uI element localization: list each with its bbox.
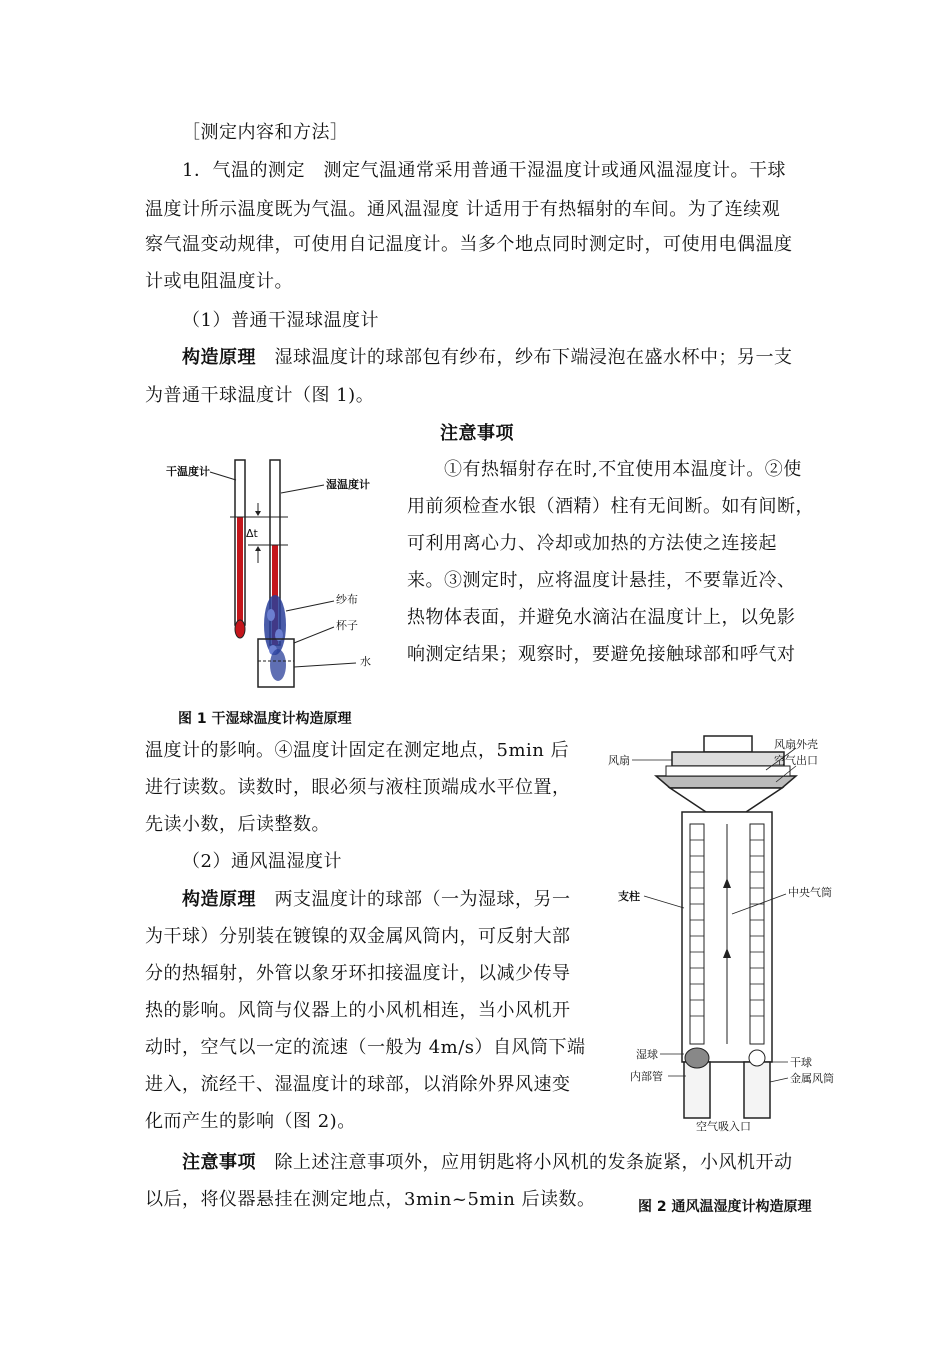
air-outlet-label: 空气出口 [774, 754, 818, 767]
wet-bulb-tube [684, 1062, 710, 1118]
sub1-principle-text: 湿球温度计的球部包有纱布，纱布下端浸泡在盛水杯中；另一支 [256, 347, 793, 368]
inner-tube-label: 内部管 [630, 1070, 663, 1083]
sub2-principle-line3: 分的热辐射，外管以象牙环扣接温度计，以减少传导 [145, 963, 571, 984]
figure1-caption: 图 1 干湿球温度计构造原理 [178, 711, 352, 727]
para1-line4: 计或电阻温度计。 [145, 271, 293, 292]
delta-label: Δt [246, 527, 258, 540]
gauze-label-leader [286, 601, 334, 611]
section-heading: ［测定内容和方法］ [182, 122, 349, 143]
dry-thermometer [750, 824, 764, 1044]
dry-bulb [235, 620, 245, 638]
delta-arrowhead-bottom [255, 546, 261, 551]
figure2-caption: 图 2 通风温湿度计构造原理 [638, 1199, 812, 1215]
dry-bulb-tube [744, 1062, 770, 1118]
notes1-line8: 进行读数。读数时，眼必须与液柱顶端成水平位置， [145, 777, 571, 798]
notes1-line4: 来。③测定时，应将温度计悬挂，不要靠近冷、 [407, 570, 796, 591]
sub2-principle-line7: 化而产生的影响（图 2)。 [145, 1111, 356, 1132]
air-outlet-cone [670, 788, 782, 812]
notes2-line2: 以后，将仪器悬挂在测定地点，3min~5min 后读数。 [145, 1189, 596, 1210]
notes1-line9: 先读小数，后读整数。 [145, 814, 330, 835]
wet-thermometer [690, 824, 704, 1044]
center-tube-label: 中央气筒 [788, 886, 832, 899]
cup-label-leader [294, 627, 334, 643]
para1-line1: 1．气温的测定 测定气温通常采用普通干湿温度计或通风温湿度计。干球 [182, 160, 786, 181]
dry-label-leader [210, 472, 236, 480]
fan-shell [656, 776, 796, 788]
air-inlet-label: 空气吸入口 [696, 1120, 751, 1133]
para1-line2: 温度计所示温度既为气温。通风温湿度 计适用于有热辐射的车间。为了连续观 [145, 199, 781, 220]
fan-key [704, 736, 752, 752]
water-label-leader [294, 663, 356, 667]
notes1-line6: 响测定结果；观察时，要避免接触球部和呼气对 [407, 644, 796, 665]
gauze [264, 595, 286, 681]
pillar-leader [644, 896, 684, 908]
para1-line3: 察气温变动规律，可使用自记温度计。当多个地点同时测定时，可使用电偶温度 [145, 234, 793, 255]
metal-tube-label: 金属风筒 [790, 1072, 834, 1085]
sub2-principle-line1 [182, 887, 571, 913]
sub2-principle-label: 构造原理 [182, 889, 256, 910]
water-label: 水 [360, 655, 371, 668]
gauze-label: 纱布 [336, 593, 358, 606]
notes1-line5: 热物体表面，并避免水滴沾在温度计上，以免影 [407, 607, 796, 628]
dry-thermometer-label: 干温度计 [166, 465, 210, 478]
sub1-principle-label: 构造原理 [182, 347, 256, 368]
notes2-line1 [182, 1150, 793, 1176]
sub1-title: （1）普通干湿球温度计 [182, 310, 379, 331]
sub2-principle-line4: 热的影响。风筒与仪器上的小风机相连，当小风机开 [145, 1000, 571, 1021]
fan-shell-label: 风扇外壳 [774, 738, 818, 751]
notes2-label: 注意事项 [182, 1152, 256, 1173]
notes1-line2: 用前须检查水银（酒精）柱有无间断。如有间断， [407, 496, 814, 517]
delta-arrowhead-top [255, 511, 261, 516]
sub2-principle-text: 两支温度计的球部（一为湿球，另一 [256, 889, 571, 910]
notes1-line3: 可利用离心力、冷却或加热的方法使之连接起 [407, 533, 777, 554]
sub2-principle-line2: 为干球）分别装在镀镍的双金属风筒内，可反射大部 [145, 926, 571, 947]
figure2-drawing [596, 728, 858, 1136]
dry-bulb-label: 干球 [790, 1056, 812, 1069]
notes1-line1: ①有热辐射存在时,不宜使用本温度计。②使 [444, 459, 802, 480]
sub1-principle-line1 [182, 345, 793, 371]
sub2-principle-line6: 进入，流经干、湿温度计的球部，以消除外界风速变 [145, 1074, 571, 1095]
wet-bulb-label: 湿球 [636, 1048, 658, 1061]
fan [672, 752, 784, 766]
sub2-principle-line5: 动时，空气以一定的流速（一般为 4m/s）自风筒下端 [145, 1037, 586, 1058]
figure2 [596, 728, 858, 1136]
dry-mercury-column [237, 517, 243, 625]
wet-thermometer-label: 湿温度计 [326, 478, 370, 491]
notes1-title: 注意事项 [440, 423, 514, 444]
sub1-principle-line2: 为普通干球温度计（图 1)。 [145, 385, 375, 406]
dry-bulb [749, 1050, 765, 1066]
cup-label: 杯子 [336, 619, 358, 632]
figure1-drawing [150, 425, 390, 700]
fan-housing [666, 766, 790, 776]
notes2-text: 除上述注意事项外，应用钥匙将小风机的发条旋紧，小风机开动 [256, 1152, 793, 1173]
sub2-title: （2）通风温湿度计 [182, 851, 342, 872]
notes1-line7: 温度计的影响。④温度计固定在测定地点，5min 后 [145, 740, 570, 761]
metal-tube-leader [770, 1078, 788, 1082]
wet-bulb [685, 1048, 709, 1068]
pillar-label: 支柱 [618, 890, 640, 903]
fan-label: 风扇 [608, 754, 630, 767]
wet-label-leader [281, 485, 324, 493]
figure1 [150, 425, 390, 700]
